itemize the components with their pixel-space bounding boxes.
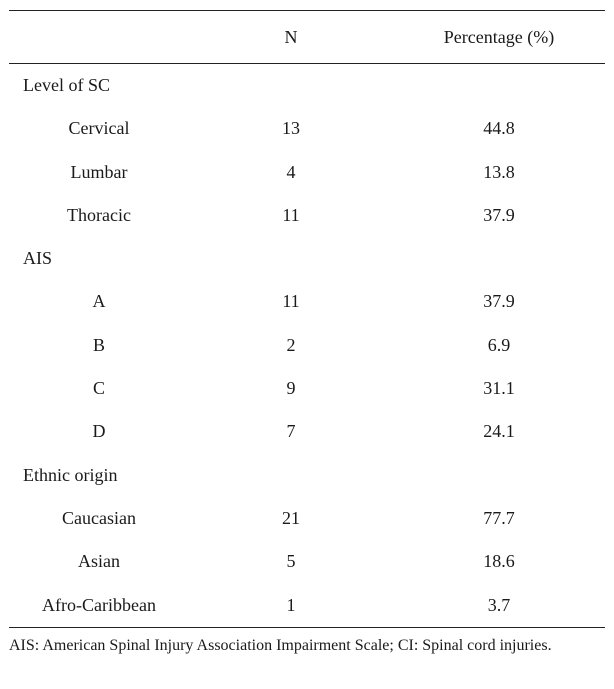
table-header-row	[9, 11, 605, 63]
table-row	[9, 410, 605, 453]
group-title-row	[9, 454, 605, 497]
row-percentage: 24.1	[483, 421, 515, 442]
row-n: 5	[286, 551, 296, 572]
group-title: AIS	[23, 248, 53, 269]
row-label: Afro-Caribbean	[42, 594, 156, 615]
group-title: Ethnic origin	[23, 464, 118, 485]
row-label: C	[92, 378, 105, 399]
row-n: 11	[282, 204, 300, 225]
row-n: 1	[286, 594, 296, 615]
table-row	[9, 367, 605, 410]
row-percentage: 13.8	[483, 161, 515, 182]
row-label: Caucasian	[62, 507, 136, 528]
demographics-table	[9, 10, 605, 628]
row-label: D	[92, 421, 106, 442]
row-label: Asian	[78, 551, 120, 572]
header-n: N	[284, 27, 298, 47]
table-row	[9, 107, 605, 150]
table-bottom-rule	[9, 627, 605, 628]
row-n: 2	[286, 334, 296, 355]
row-n: 21	[282, 507, 300, 528]
group-title-row	[9, 64, 605, 107]
row-percentage: 77.7	[483, 507, 515, 528]
table-row	[9, 194, 605, 237]
table-row	[9, 497, 605, 540]
table-row	[9, 540, 605, 583]
row-percentage: 37.9	[483, 291, 515, 312]
row-label: B	[92, 334, 105, 355]
row-percentage: 37.9	[483, 204, 515, 225]
row-n: 9	[286, 378, 296, 399]
row-percentage: 31.1	[483, 378, 515, 399]
row-label: Cervical	[68, 118, 130, 139]
row-label: Lumbar	[70, 161, 128, 182]
row-percentage: 18.6	[483, 551, 515, 572]
header-percentage: Percentage (%)	[443, 27, 555, 47]
row-n: 11	[282, 291, 300, 312]
row-n: 7	[286, 421, 296, 442]
row-label: Thoracic	[67, 204, 131, 225]
group-title-row	[9, 237, 605, 280]
row-percentage: 44.8	[483, 118, 515, 139]
row-percentage: 3.7	[487, 594, 511, 615]
table-row	[9, 280, 605, 323]
table-footnote: AIS: American Spinal Injury Association Impairment Scale; CI: Spinal cord injuries.	[9, 637, 552, 654]
table-row	[9, 151, 605, 194]
group-title: Level of SC	[23, 75, 110, 95]
table-row	[9, 324, 605, 367]
row-n: 13	[282, 118, 300, 139]
table-row	[9, 584, 605, 627]
row-n: 4	[286, 161, 296, 182]
row-percentage: 6.9	[487, 334, 511, 355]
row-label: A	[92, 291, 106, 312]
